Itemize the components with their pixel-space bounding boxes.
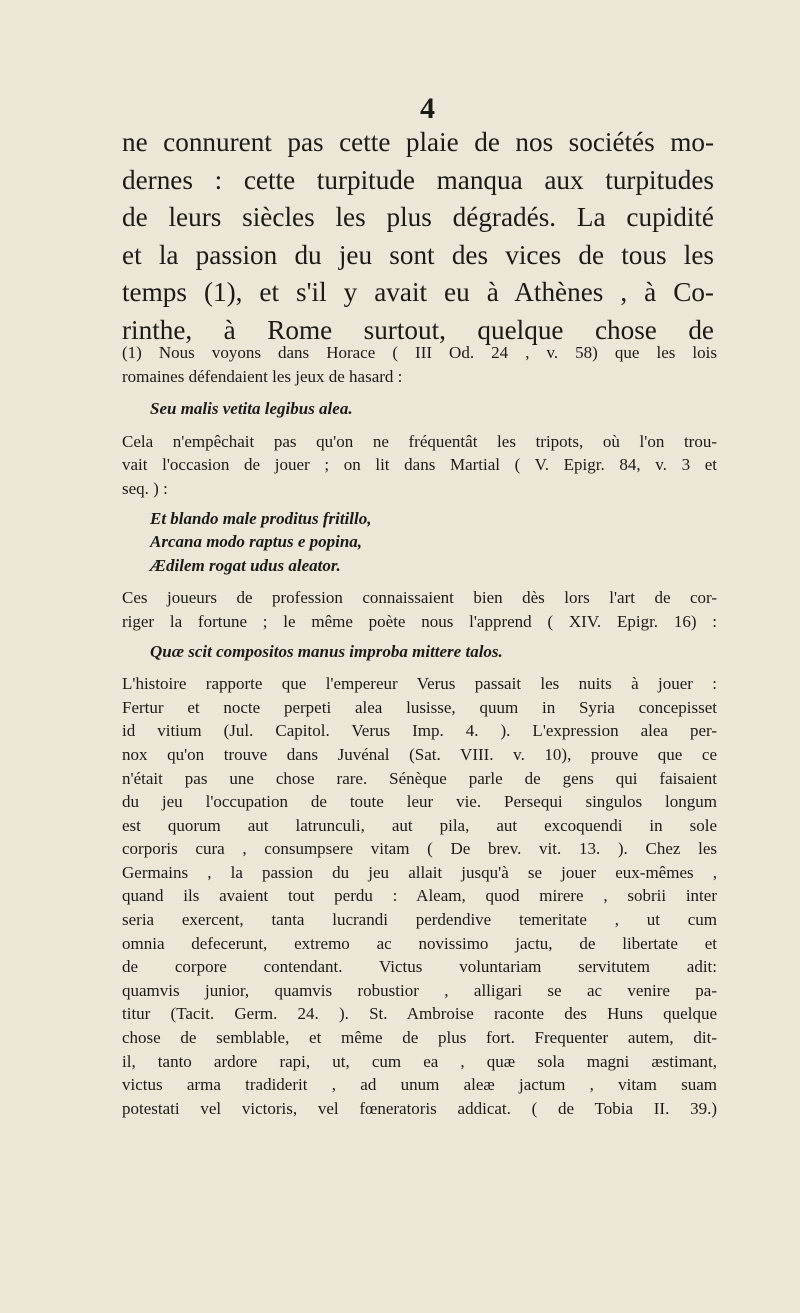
verse-quote: Seu malis vetita legibus alea. <box>150 399 353 419</box>
footnote-line: nox qu'on trouve dans Juvénal (Sat. VIII. v. 10), prouve que ce <box>122 744 717 764</box>
verse-quote: Ædilem rogat udus aleator. <box>150 555 341 575</box>
footnote-line: romaines défendaient les jeux de hasard : <box>122 366 403 386</box>
verse-quote: Et blando male proditus fritillo, <box>150 508 372 528</box>
verse-quote: Arcana modo raptus e popina, <box>150 532 363 552</box>
footnote-line: L'histoire rapporte que l'empereur Verus passait les nuits à jouer : <box>122 674 717 694</box>
main-line: de leurs siècles les plus dégradés. La cupidité <box>122 202 714 232</box>
footnote-line: de corpore contendant. Victus voluntariam servitutem adit: <box>122 957 717 977</box>
footnote-line: est quorum aut latrunculi, aut pila, aut excoquendi in sole <box>122 815 717 835</box>
footnote-line: seria exercent, tanta lucrandi perdendive temeritate , ut cum <box>122 910 717 930</box>
verse-quote: Quæ scit compositos manus improba mittere talos. <box>150 641 503 661</box>
footnote-line: potestati vel victoris, vel fœneratoris addicat. ( de Tobia II. 39.) <box>122 1098 717 1118</box>
main-line: ne connurent pas cette plaie de nos sociétés mo- <box>122 127 714 157</box>
footnote-line: victus arma tradiderit , ad unum aleæ jactum , vitam suam <box>122 1075 717 1095</box>
footnote <box>122 341 717 1120</box>
footnote-line: Ces joueurs de profession connaissaient bien dès lors l'art de cor- <box>122 588 717 608</box>
footnote-line: n'était pas une chose rare. Sénèque parle de gens qui faisaient <box>122 768 717 788</box>
footnote-line: omnia defecerunt, extremo ac novissimo jactu, de libertate et <box>122 933 717 953</box>
footnote-line: vait l'occasion de jouer ; on lit dans Martial ( V. Epigr. 84, v. 3 et <box>122 455 717 475</box>
footnote-line: Fertur et nocte perpeti alea lusisse, quum in Syria concepisset <box>122 697 717 717</box>
footnote-line: seq. ) : <box>122 478 168 498</box>
footnote-line: (1) Nous voyons dans Horace ( III Od. 24 , v. 58) que les lois <box>122 343 717 362</box>
footnote-line: quamvis junior, quamvis robustior , alligari se ac venire pa- <box>122 980 717 1000</box>
footnote-line: Cela n'empêchait pas qu'on ne fréquentât les tripots, où l'on trou- <box>122 431 717 451</box>
main-line: rinthe, à Rome surtout, quelque chose de <box>122 314 714 345</box>
footnote-line: Germains , la passion du jeu allait jusqu'à se jouer eux-mêmes , <box>122 862 717 882</box>
footnote-line: chose de semblable, et même de plus fort. Frequenter autem, dit- <box>122 1028 717 1048</box>
footnote-line: id vitium (Jul. Capitol. Verus Imp. 4. ). L'expression alea per- <box>122 721 717 741</box>
footnote-line: riger la fortune ; le même poète nous l'apprend ( XIV. Epigr. 16) : <box>122 611 717 631</box>
main-line: temps (1), et s'il y avait eu à Athènes , à Co- <box>122 277 714 307</box>
footnote-line: il, tanto ardore rapi, ut, cum ea , quæ sola magni æstimant, <box>122 1051 717 1071</box>
footnote-line: corporis cura , consumpsere vitam ( De brev. vit. 13. ). Chez les <box>122 839 717 859</box>
main-text <box>122 124 714 349</box>
page-number: 4 <box>420 92 435 125</box>
main-line: dernes : cette turpitude manqua aux turpitudes <box>122 164 714 195</box>
footnote-line: du jeu l'occupation de toute leur vie. Persequi singulos longum <box>122 792 717 812</box>
footnote-line: quand ils avaient tout perdu : Aleam, quod mirere , sobrii inter <box>122 886 717 906</box>
main-line: et la passion du jeu sont des vices de tous les <box>122 239 714 270</box>
footnote-line: titur (Tacit. Germ. 24. ). St. Ambroise raconte des Huns quelque <box>122 1004 717 1024</box>
